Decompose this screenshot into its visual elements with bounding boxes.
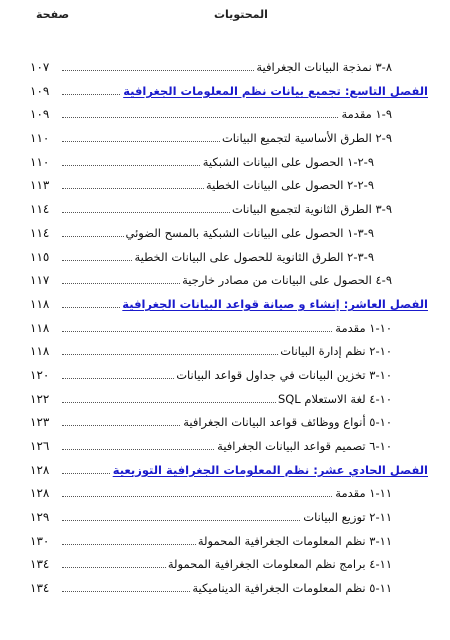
toc-entry-title: ٩-٢-٢ الحصول على البيانات الخطية <box>205 178 374 193</box>
toc-page-number: ١١٠ <box>30 131 50 146</box>
toc-entry <box>0 508 450 532</box>
toc-page-number: ١٢٩ <box>30 510 50 525</box>
toc-entry <box>0 484 450 508</box>
toc-page-number: ١١٤ <box>30 225 50 240</box>
toc-page-number: ١٣٤ <box>30 581 50 596</box>
toc-entry <box>0 366 450 390</box>
toc-entry <box>0 555 450 579</box>
toc-page-number: ١٢٣ <box>30 415 50 430</box>
toc-entry-title: ٩-٤ الحصول على البيانات من مصادر خارجية <box>182 273 392 288</box>
toc-page-number: ١٢٠ <box>30 367 50 382</box>
toc-entry-title: ١٠-١ مقدمة <box>335 320 392 335</box>
toc-page-number: ١٣٤ <box>30 557 50 572</box>
toc-entry <box>0 176 450 200</box>
toc-entry <box>0 342 450 366</box>
toc-entry-title: ٩-٣-١ الحصول على البيانات الشبكية بالمسح الضوئي <box>125 225 374 240</box>
toc-page-number: ١١٨ <box>30 344 50 359</box>
toc-entry-title: ١١-٤ برامج نظم المعلومات الجغرافية المحمولة <box>167 557 392 572</box>
toc-entry-title: ٩-٣-٢ الطرق الثانوية للحصول على البيانات الخطية <box>134 249 374 264</box>
toc-entry <box>0 105 450 129</box>
toc-entry <box>0 153 450 177</box>
toc-page-number: ١١٤ <box>30 202 50 217</box>
toc-page-number: ١١٥ <box>30 249 50 264</box>
toc-entry-title: ٩-٢-١ الحصول على البيانات الشبكية <box>202 154 374 169</box>
toc-entry-title: ١٠-٦ تصميم قواعد البيانات الجغرافية <box>217 439 392 453</box>
toc-page-number: ١٢٨ <box>30 462 50 477</box>
toc-entry-title: الفصل التاسع: تجميع بيانات نظم المعلومات الجغرافية <box>123 83 428 98</box>
toc-entry-title: ١٠-٣ تخزين البيانات في جداول قواعد البيانات <box>176 367 392 382</box>
toc-entry-title: ٩-١ مقدمة <box>341 107 392 122</box>
toc-chapter-entry <box>0 82 450 106</box>
toc-entry-title: ١١-٣ نظم المعلومات الجغرافية المحمولة <box>197 533 392 548</box>
toc-entry-title: ١٠-٤ لغة الاستعلام SQL <box>277 391 392 406</box>
toc-entry <box>0 200 450 224</box>
toc-entry-title: ١٠-٢ نظم إدارة البيانات <box>280 344 392 359</box>
table-of-contents <box>0 58 450 603</box>
toc-entry-title: ٨-٣ نمذجة البيانات الجغرافية <box>256 60 392 74</box>
toc-chapter-entry <box>0 461 450 485</box>
toc-entry <box>0 129 450 153</box>
toc-page-number: ١١٧ <box>30 273 50 288</box>
page-column-header: صفحة <box>36 8 70 21</box>
toc-entry <box>0 390 450 414</box>
contents-title: المحتويات <box>214 8 268 21</box>
toc-entry <box>0 413 450 437</box>
toc-page-number: ١٢٨ <box>30 486 50 501</box>
toc-page-number: ١٠٩ <box>30 83 50 98</box>
toc-page-number: ١١٨ <box>30 320 50 335</box>
toc-entry <box>0 271 450 295</box>
toc-page-number: ١٢٢ <box>30 391 50 406</box>
toc-entry-title: ٩-٣ الطرق الثانوية لتجميع البيانات <box>231 202 392 217</box>
toc-entry <box>0 532 450 556</box>
toc-entry <box>0 437 450 461</box>
toc-entry-title: ١١-٢ توزيع البيانات <box>303 510 392 525</box>
toc-entry-title: ٩-٢ الطرق الأساسية لتجميع البيانات <box>221 131 392 146</box>
toc-entry <box>0 248 450 272</box>
toc-page-number: ١٣٠ <box>30 533 50 548</box>
toc-page-number: ١٠٩ <box>30 107 50 122</box>
toc-entry <box>0 224 450 248</box>
toc-entry-title: ١١-١ مقدمة <box>335 486 392 501</box>
toc-chapter-entry <box>0 295 450 319</box>
toc-entry-title: الفصل العاشر: إنشاء و صيانة قواعد البيانات الجغرافية <box>122 296 428 311</box>
toc-page-number: ١٠٧ <box>30 60 50 74</box>
toc-page-number: ١١٣ <box>30 178 50 193</box>
toc-entry <box>0 58 450 82</box>
toc-page-number: ١٢٦ <box>30 439 50 453</box>
toc-entry-title: ١١-٥ نظم المعلومات الجغرافية الديناميكية <box>192 581 392 596</box>
toc-entry <box>0 319 450 343</box>
toc-entry <box>0 579 450 603</box>
toc-page-number: ١١٠ <box>30 154 50 169</box>
toc-entry-title: ١٠-٥ أنواع ووظائف قواعد البيانات الجغرافية <box>183 415 392 430</box>
toc-page-number: ١١٨ <box>30 296 50 311</box>
toc-entry-title: الفصل الحادي عشر: نظم المعلومات الجغرافية التوزيعية <box>112 462 428 477</box>
